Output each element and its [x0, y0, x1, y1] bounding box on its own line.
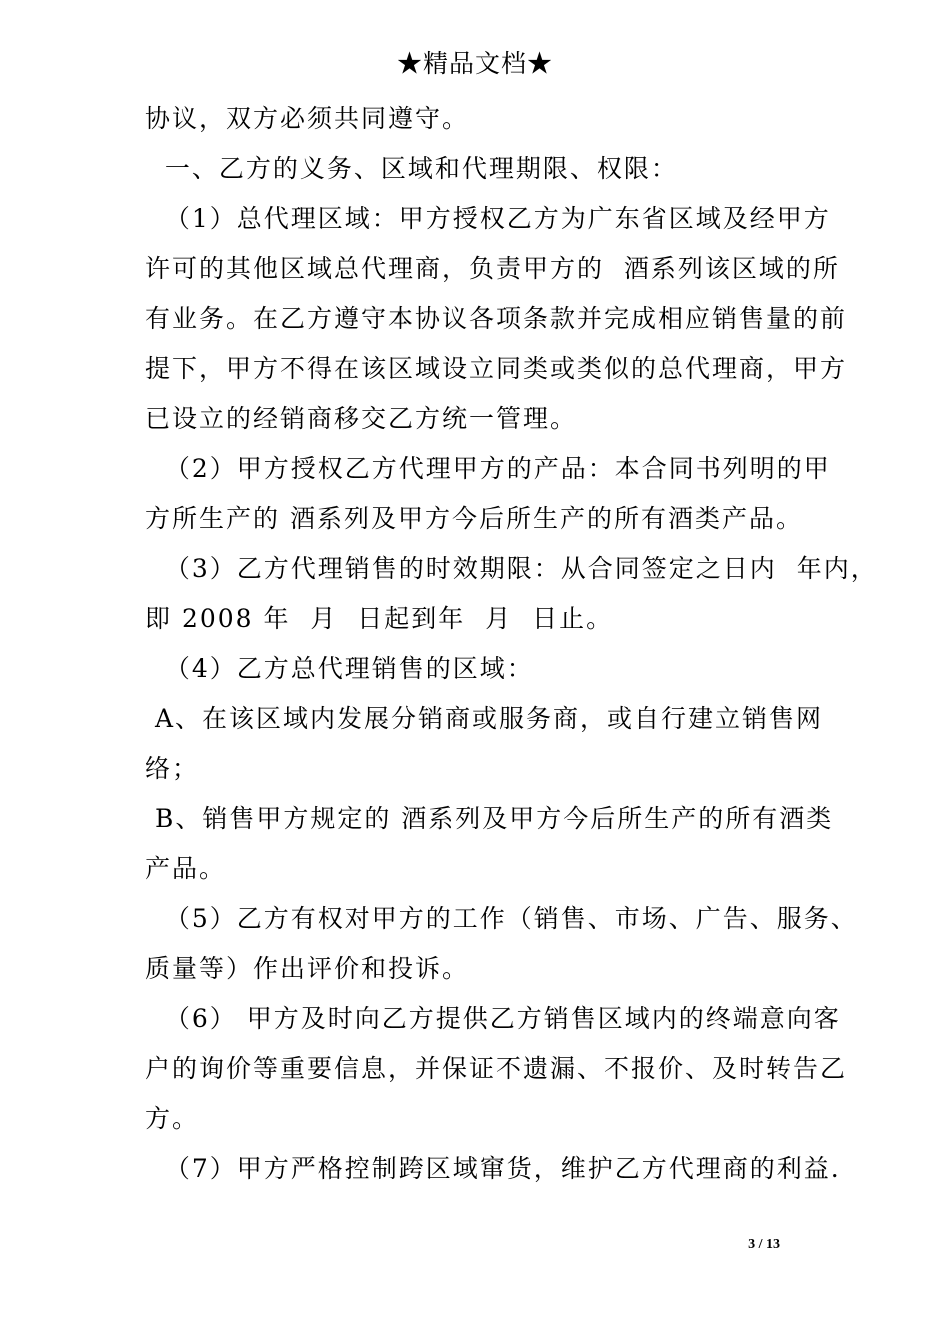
text-line: 提下，甲方不得在该区域设立同类或类似的总代理商，甲方 [145, 354, 848, 383]
text-line: 方所生产的 酒系列及甲方今后所生产的所有酒类产品。 [145, 504, 803, 533]
text-line: 一、乙方的义务、区域和代理期限、权限： [145, 154, 678, 183]
text-line: 户的询价等重要信息，并保证不遗漏、不报价、及时转告乙 [145, 1054, 848, 1083]
text-line: （7）甲方严格控制跨区域窜货，维护乙方代理商的利益. [145, 1154, 841, 1183]
text-line: （6） 甲方及时向乙方提供乙方销售区域内的终端意向客 [145, 1004, 841, 1033]
page-number: 3 / 13 [748, 1237, 780, 1252]
text-line: 许可的其他区域总代理商，负责甲方的 酒系列该区域的所 [145, 254, 840, 283]
text-line: 有业务。在乙方遵守本协议各项条款并完成相应销售量的前 [145, 304, 848, 333]
text-line: A、在该区域内发展分销商或服务商，或自行建立销售网 [145, 704, 824, 733]
text-line: 质量等）作出评价和投诉。 [145, 954, 470, 983]
text-line: （5）乙方有权对甲方的工作（销售、市场、广告、服务、 [145, 904, 858, 933]
text-line: 络； [145, 754, 200, 783]
text-line: 产品。 [145, 854, 227, 883]
text-line: B、销售甲方规定的 酒系列及甲方今后所生产的所有酒类 [145, 804, 834, 833]
text-line: （4）乙方总代理销售的区域： [145, 654, 534, 683]
text-line: 协议，双方必须共同遵守。 [145, 104, 470, 133]
text-line: 已设立的经销商移交乙方统一管理。 [145, 404, 578, 433]
text-line: 方。 [145, 1104, 200, 1133]
text-line: 即 2008 年 月 日起到年 月 日止。 [145, 604, 614, 633]
text-line: （2）甲方授权乙方代理甲方的产品：本合同书列明的甲 [145, 454, 831, 483]
text-line: （1）总代理区域：甲方授权乙方为广东省区域及经甲方 [145, 204, 831, 233]
text-line: （3）乙方代理销售的时效期限：从合同签定之日内 年内， [145, 554, 878, 583]
page-header: ★精品文档★ [396, 49, 553, 78]
